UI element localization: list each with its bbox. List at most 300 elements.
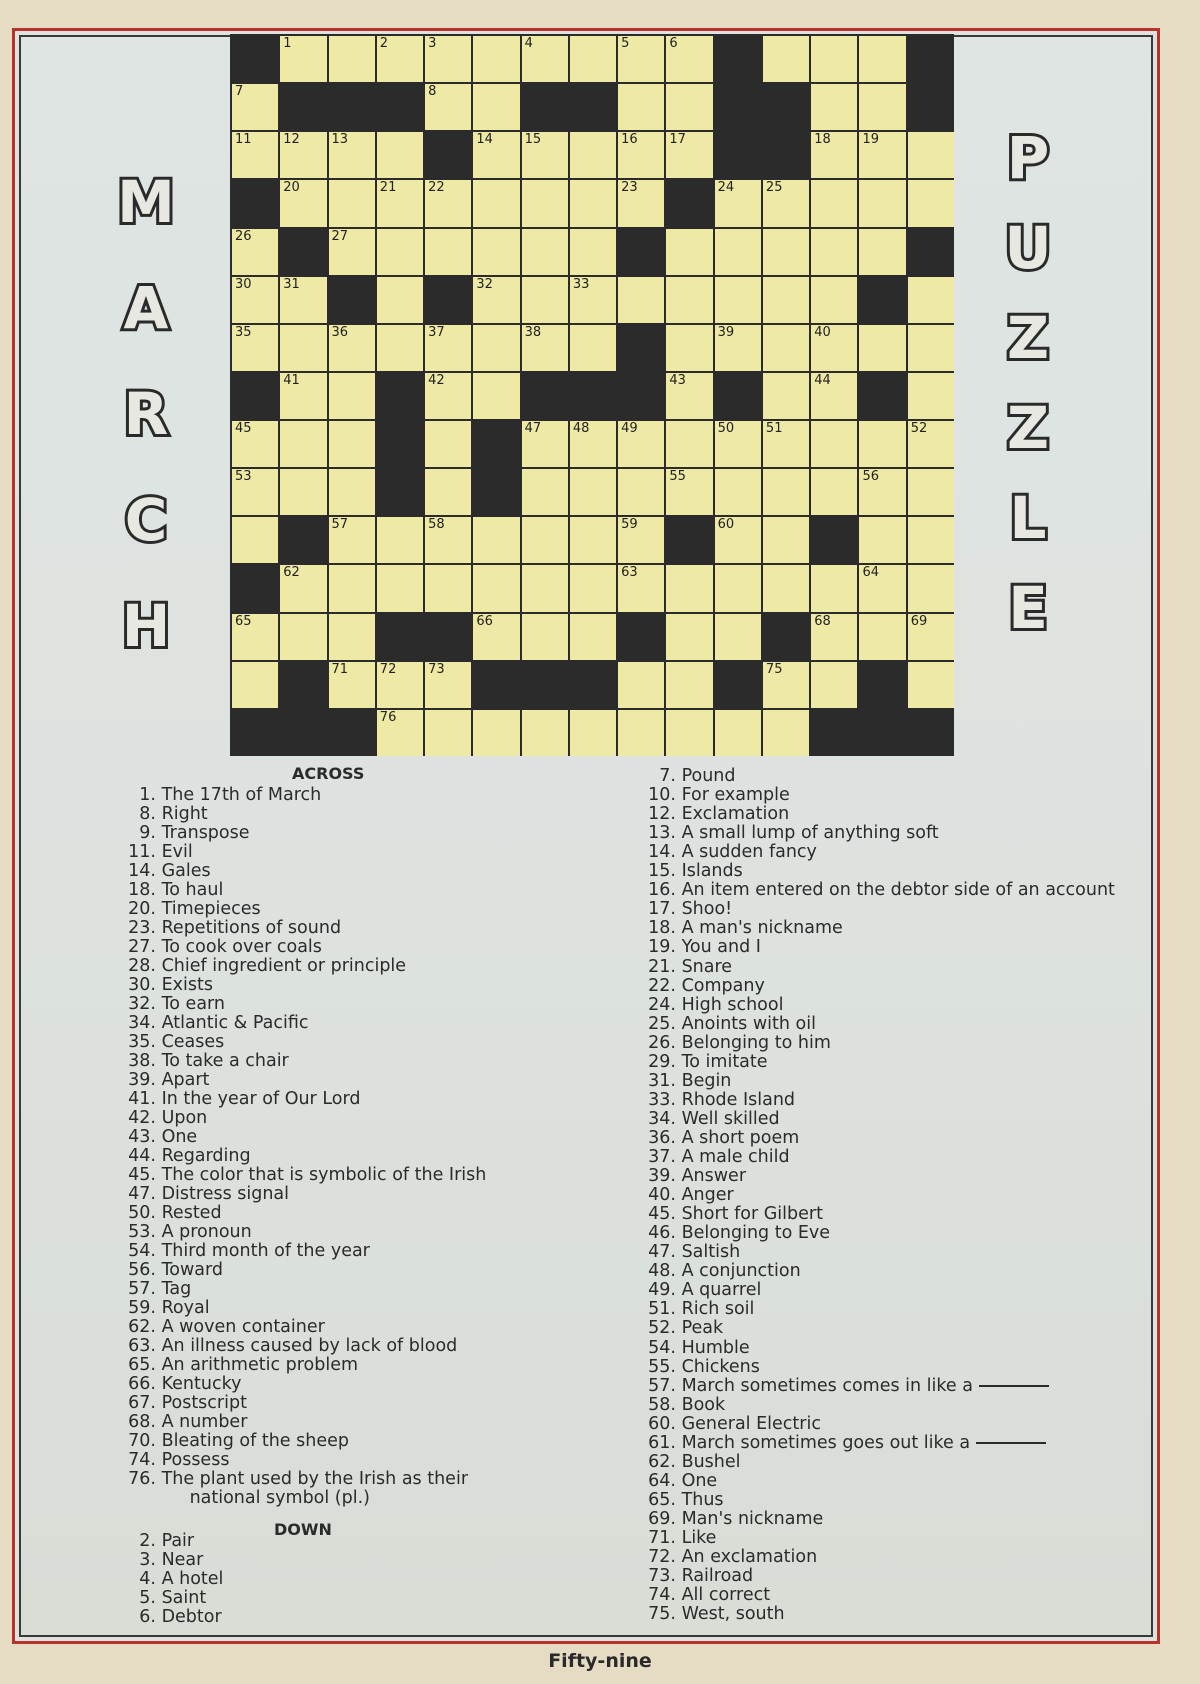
clue-number: 74. bbox=[648, 1585, 676, 1606]
grid-cell[interactable] bbox=[618, 662, 664, 708]
black-square bbox=[618, 229, 664, 275]
grid-cell[interactable] bbox=[618, 277, 664, 323]
grid-cell[interactable] bbox=[811, 662, 857, 708]
grid-cell[interactable] bbox=[811, 84, 857, 130]
grid-cell[interactable] bbox=[377, 517, 423, 563]
grid-cell[interactable] bbox=[425, 662, 471, 708]
grid-cell[interactable] bbox=[763, 662, 809, 708]
grid-cell[interactable] bbox=[473, 229, 519, 275]
grid-cell[interactable] bbox=[232, 662, 278, 708]
clue-number: 45. bbox=[648, 1204, 676, 1225]
grid-cell[interactable] bbox=[618, 565, 664, 611]
grid-cell[interactable] bbox=[811, 36, 857, 82]
grid-cell[interactable] bbox=[859, 614, 905, 660]
grid-cell[interactable] bbox=[618, 180, 664, 226]
grid-cell[interactable] bbox=[473, 277, 519, 323]
clue-number: 24. bbox=[648, 994, 676, 1015]
grid-cell[interactable] bbox=[329, 517, 375, 563]
grid-cell[interactable] bbox=[666, 132, 712, 178]
grid-cell[interactable] bbox=[377, 180, 423, 226]
grid-cell[interactable] bbox=[618, 517, 664, 563]
grid-cell[interactable] bbox=[329, 421, 375, 467]
black-square bbox=[570, 373, 616, 419]
clue-number: 16 bbox=[621, 132, 638, 148]
grid-cell[interactable] bbox=[715, 180, 761, 226]
grid-cell[interactable] bbox=[763, 373, 809, 419]
grid-cell[interactable] bbox=[522, 565, 568, 611]
clue-number: 29. bbox=[648, 1051, 676, 1072]
grid-cell[interactable] bbox=[377, 325, 423, 371]
black-square bbox=[715, 373, 761, 419]
clue-number: 23. bbox=[128, 918, 156, 938]
grid-cell[interactable] bbox=[377, 229, 423, 275]
grid-cell[interactable] bbox=[473, 36, 519, 82]
grid-cell[interactable] bbox=[859, 132, 905, 178]
grid-cell[interactable] bbox=[618, 421, 664, 467]
grid-cell[interactable] bbox=[811, 565, 857, 611]
grid-cell[interactable] bbox=[232, 132, 278, 178]
down-clue bbox=[636, 786, 790, 805]
black-square bbox=[280, 710, 326, 756]
grid-cell[interactable] bbox=[329, 325, 375, 371]
clue-number: 50 bbox=[717, 421, 735, 437]
grid-cell[interactable] bbox=[763, 565, 809, 611]
puzzle-letter: L bbox=[1009, 484, 1047, 552]
across-clue bbox=[116, 1242, 370, 1261]
grid-cell[interactable] bbox=[763, 180, 809, 226]
grid-cell[interactable] bbox=[666, 710, 712, 756]
grid-cell[interactable] bbox=[280, 421, 326, 467]
grid-cell[interactable] bbox=[908, 277, 954, 323]
grid-cell[interactable] bbox=[280, 325, 326, 371]
clue-text: Chief ingredient or principle bbox=[156, 956, 407, 976]
down-clue bbox=[636, 1224, 830, 1243]
grid-cell[interactable] bbox=[666, 36, 712, 82]
clue-number: 22 bbox=[428, 180, 445, 196]
grid-cell[interactable] bbox=[329, 132, 375, 178]
grid-cell[interactable] bbox=[666, 662, 712, 708]
clue-number: 45. bbox=[128, 1165, 156, 1185]
clue-text: Royal bbox=[156, 1298, 210, 1318]
clue-text: A number bbox=[156, 1412, 248, 1432]
grid-cell[interactable] bbox=[570, 180, 616, 226]
down-clue bbox=[636, 1358, 760, 1377]
across-clue bbox=[116, 805, 208, 824]
black-square bbox=[377, 421, 423, 467]
grid-cell[interactable] bbox=[473, 373, 519, 419]
grid-cell[interactable] bbox=[908, 180, 954, 226]
grid-cell[interactable] bbox=[570, 132, 616, 178]
grid-cell[interactable] bbox=[280, 614, 326, 660]
grid-cell[interactable] bbox=[618, 36, 664, 82]
grid-cell[interactable] bbox=[763, 36, 809, 82]
clue-number: 57 bbox=[331, 517, 349, 533]
grid-cell[interactable] bbox=[473, 565, 519, 611]
clue-number: 75. bbox=[648, 1604, 676, 1625]
grid-cell[interactable] bbox=[666, 614, 712, 660]
grid-cell[interactable] bbox=[522, 710, 568, 756]
clue-text: Rhode Island bbox=[676, 1089, 796, 1110]
grid-cell[interactable] bbox=[859, 325, 905, 371]
grid-cell[interactable] bbox=[522, 421, 568, 467]
grid-cell[interactable] bbox=[377, 36, 423, 82]
down-clue bbox=[636, 1148, 790, 1167]
down-clue bbox=[116, 1608, 222, 1627]
across-clue bbox=[116, 1432, 349, 1451]
clue-number: 72. bbox=[648, 1547, 676, 1568]
clue-number: 40. bbox=[648, 1185, 676, 1206]
grid-cell[interactable] bbox=[570, 277, 616, 323]
clue-text: You and I bbox=[676, 937, 761, 958]
grid-cell[interactable] bbox=[232, 469, 278, 515]
puzzle-letter: U bbox=[1004, 214, 1052, 282]
grid-cell[interactable] bbox=[280, 277, 326, 323]
clue-number: 7 bbox=[235, 84, 244, 100]
clue-number: 19. bbox=[648, 937, 676, 958]
grid-cell[interactable] bbox=[329, 614, 375, 660]
grid-cell[interactable] bbox=[666, 325, 712, 371]
down-clue bbox=[636, 1129, 799, 1148]
grid-cell[interactable] bbox=[232, 84, 278, 130]
grid-cell[interactable] bbox=[715, 517, 761, 563]
grid-cell[interactable] bbox=[377, 132, 423, 178]
black-square bbox=[280, 229, 326, 275]
clue-text: A hotel bbox=[156, 1569, 224, 1589]
grid-cell[interactable] bbox=[473, 710, 519, 756]
grid-cell[interactable] bbox=[570, 710, 616, 756]
clue-number: 74. bbox=[128, 1450, 156, 1470]
grid-cell[interactable] bbox=[522, 229, 568, 275]
grid-cell[interactable] bbox=[715, 614, 761, 660]
grid-cell[interactable] bbox=[666, 229, 712, 275]
grid-cell[interactable] bbox=[763, 421, 809, 467]
clue-number: 56 bbox=[862, 469, 879, 485]
down-clue bbox=[636, 1605, 785, 1624]
grid-cell[interactable] bbox=[811, 469, 857, 515]
grid-cell[interactable] bbox=[280, 373, 326, 419]
grid-cell[interactable] bbox=[859, 84, 905, 130]
clue-number: 3. bbox=[139, 1550, 156, 1570]
grid-cell[interactable] bbox=[329, 36, 375, 82]
clue-text: Timepieces bbox=[156, 899, 261, 919]
grid-cell[interactable] bbox=[715, 565, 761, 611]
grid-cell[interactable] bbox=[425, 421, 471, 467]
clue-number: 5 bbox=[621, 36, 630, 51]
clue-number: 32. bbox=[128, 994, 156, 1014]
grid-cell[interactable] bbox=[473, 614, 519, 660]
grid-cell[interactable] bbox=[618, 469, 664, 515]
clue-number: 36. bbox=[648, 1127, 676, 1148]
grid-cell[interactable] bbox=[232, 614, 278, 660]
grid-cell[interactable] bbox=[763, 229, 809, 275]
grid-cell[interactable] bbox=[232, 277, 278, 323]
clue-number: 7. bbox=[659, 766, 676, 786]
grid-cell[interactable] bbox=[908, 662, 954, 708]
clue-number: 11 bbox=[235, 132, 252, 148]
across-clue bbox=[116, 1375, 241, 1394]
grid-cell[interactable] bbox=[811, 421, 857, 467]
clue-text: Begin bbox=[676, 1070, 732, 1091]
clue-number: 35. bbox=[128, 1032, 156, 1052]
grid-cell[interactable] bbox=[908, 565, 954, 611]
grid-cell[interactable] bbox=[522, 36, 568, 82]
grid-cell[interactable] bbox=[570, 325, 616, 371]
clue-number: 8 bbox=[428, 84, 437, 100]
clue-number: 59 bbox=[621, 517, 638, 533]
grid-cell[interactable] bbox=[908, 132, 954, 178]
black-square bbox=[763, 132, 809, 178]
clue-text: Saltish bbox=[676, 1242, 741, 1263]
grid-cell[interactable] bbox=[763, 325, 809, 371]
black-square bbox=[908, 84, 954, 130]
black-square bbox=[811, 517, 857, 563]
clue-text: The color that is symbolic of the Irish bbox=[156, 1165, 487, 1185]
down-clue bbox=[636, 1377, 1049, 1396]
grid-cell[interactable] bbox=[232, 517, 278, 563]
grid-cell[interactable] bbox=[666, 84, 712, 130]
clue-number: 35 bbox=[235, 324, 252, 340]
black-square bbox=[666, 180, 712, 226]
grid-cell[interactable] bbox=[570, 36, 616, 82]
down-clue bbox=[636, 1510, 823, 1529]
clue-text: Belonging to him bbox=[676, 1032, 831, 1053]
down-clue bbox=[636, 1015, 816, 1034]
grid-cell[interactable] bbox=[377, 710, 423, 756]
clue-number: 46. bbox=[648, 1223, 676, 1244]
clue-text: Distress signal bbox=[156, 1184, 290, 1204]
grid-cell[interactable] bbox=[425, 469, 471, 515]
grid-cell[interactable] bbox=[666, 277, 712, 323]
grid-cell[interactable] bbox=[570, 229, 616, 275]
grid-cell[interactable] bbox=[859, 517, 905, 563]
grid-cell[interactable] bbox=[522, 277, 568, 323]
clue-number: 76. bbox=[128, 1469, 156, 1489]
grid-cell[interactable] bbox=[811, 277, 857, 323]
grid-cell[interactable] bbox=[666, 565, 712, 611]
grid-cell[interactable] bbox=[859, 565, 905, 611]
grid-cell[interactable] bbox=[280, 180, 326, 226]
down-clue bbox=[636, 767, 736, 786]
grid-cell[interactable] bbox=[666, 469, 712, 515]
black-square bbox=[908, 229, 954, 275]
down-clue bbox=[636, 1396, 725, 1415]
across-clue bbox=[116, 1280, 191, 1299]
grid-cell[interactable] bbox=[618, 132, 664, 178]
grid-cell[interactable] bbox=[522, 614, 568, 660]
black-square bbox=[377, 614, 423, 660]
black-square bbox=[473, 662, 519, 708]
grid-cell[interactable] bbox=[859, 229, 905, 275]
grid-cell[interactable] bbox=[715, 710, 761, 756]
across-clue bbox=[116, 1166, 486, 1185]
grid-cell[interactable] bbox=[811, 373, 857, 419]
grid-cell[interactable] bbox=[908, 421, 954, 467]
grid-cell[interactable] bbox=[859, 180, 905, 226]
clue-number: 34. bbox=[648, 1108, 676, 1129]
grid-cell[interactable] bbox=[908, 517, 954, 563]
grid-cell[interactable] bbox=[618, 84, 664, 130]
grid-cell[interactable] bbox=[425, 36, 471, 82]
clue-number: 41 bbox=[283, 372, 300, 388]
grid-cell[interactable] bbox=[859, 421, 905, 467]
black-square bbox=[232, 373, 278, 419]
across-clue bbox=[116, 919, 341, 938]
grid-cell[interactable] bbox=[329, 662, 375, 708]
grid-cell[interactable] bbox=[811, 229, 857, 275]
grid-cell[interactable] bbox=[908, 325, 954, 371]
grid-cell[interactable] bbox=[763, 469, 809, 515]
down-clue bbox=[636, 1453, 741, 1472]
clue-number: 65. bbox=[128, 1355, 156, 1375]
clue-number: 60. bbox=[648, 1413, 676, 1434]
black-square bbox=[570, 84, 616, 130]
grid-cell[interactable] bbox=[377, 662, 423, 708]
grid-cell[interactable] bbox=[425, 710, 471, 756]
clue-number: 39. bbox=[128, 1070, 156, 1090]
grid-cell[interactable] bbox=[280, 132, 326, 178]
grid-cell[interactable] bbox=[425, 373, 471, 419]
clue-number: 18. bbox=[648, 918, 676, 939]
across-clue bbox=[116, 1470, 468, 1489]
grid-cell[interactable] bbox=[715, 469, 761, 515]
clue-text: High school bbox=[676, 994, 784, 1015]
grid-cell[interactable] bbox=[522, 517, 568, 563]
grid-cell[interactable] bbox=[522, 469, 568, 515]
clue-text: Third month of the year bbox=[156, 1241, 370, 1261]
grid-cell[interactable] bbox=[570, 565, 616, 611]
grid-cell[interactable] bbox=[859, 469, 905, 515]
clue-text: March sometimes comes in like a bbox=[676, 1375, 973, 1396]
clue-number: 65. bbox=[648, 1489, 676, 1510]
grid-cell[interactable] bbox=[280, 565, 326, 611]
across-clue bbox=[116, 1394, 247, 1413]
clue-text: Shoo! bbox=[676, 899, 733, 920]
grid-cell[interactable] bbox=[425, 84, 471, 130]
grid-cell[interactable] bbox=[715, 325, 761, 371]
grid-cell[interactable] bbox=[280, 469, 326, 515]
across-clue bbox=[116, 786, 321, 805]
clue-number: 45 bbox=[235, 421, 252, 437]
grid-cell[interactable] bbox=[570, 614, 616, 660]
clue-text: A man's nickname bbox=[676, 918, 843, 939]
grid-cell[interactable] bbox=[666, 373, 712, 419]
clue-number: 55. bbox=[648, 1356, 676, 1377]
grid-cell[interactable] bbox=[522, 325, 568, 371]
grid-cell[interactable] bbox=[473, 325, 519, 371]
grid-cell[interactable] bbox=[666, 421, 712, 467]
clue-text: Apart bbox=[156, 1070, 210, 1090]
down-clue bbox=[116, 1589, 206, 1608]
grid-cell[interactable] bbox=[473, 180, 519, 226]
grid-cell[interactable] bbox=[280, 36, 326, 82]
clue-text: To haul bbox=[156, 880, 224, 900]
grid-cell[interactable] bbox=[329, 180, 375, 226]
clue-text: A short poem bbox=[676, 1127, 800, 1148]
grid-cell[interactable] bbox=[473, 84, 519, 130]
grid-cell[interactable] bbox=[715, 229, 761, 275]
clue-number: 65 bbox=[235, 613, 252, 629]
clue-number: 68. bbox=[128, 1412, 156, 1432]
grid-cell[interactable] bbox=[715, 421, 761, 467]
clue-number: 48 bbox=[572, 421, 590, 437]
grid-cell[interactable] bbox=[329, 229, 375, 275]
grid-cell[interactable] bbox=[425, 325, 471, 371]
down-clue bbox=[636, 1434, 1046, 1453]
grid-cell[interactable] bbox=[811, 614, 857, 660]
clue-text: Evil bbox=[156, 842, 193, 862]
march-letter: R bbox=[123, 380, 169, 448]
grid-cell[interactable] bbox=[618, 710, 664, 756]
grid-cell[interactable] bbox=[715, 277, 761, 323]
clue-number: 38 bbox=[524, 324, 542, 340]
grid-cell[interactable] bbox=[570, 421, 616, 467]
page-number: Fifty-nine bbox=[548, 1650, 652, 1672]
grid-cell[interactable] bbox=[859, 36, 905, 82]
down-clue bbox=[636, 881, 1115, 900]
grid-cell[interactable] bbox=[232, 229, 278, 275]
grid-cell[interactable] bbox=[522, 180, 568, 226]
grid-cell[interactable] bbox=[329, 469, 375, 515]
grid-cell[interactable] bbox=[763, 277, 809, 323]
grid-cell[interactable] bbox=[377, 277, 423, 323]
across-clue bbox=[116, 1223, 252, 1242]
clue-number: 3 bbox=[428, 36, 437, 51]
black-square bbox=[425, 277, 471, 323]
grid-cell[interactable] bbox=[473, 517, 519, 563]
grid-cell[interactable] bbox=[763, 710, 809, 756]
grid-cell[interactable] bbox=[763, 517, 809, 563]
down-clue bbox=[636, 1300, 754, 1319]
grid-cell[interactable] bbox=[377, 565, 423, 611]
grid-cell[interactable] bbox=[425, 229, 471, 275]
grid-cell[interactable] bbox=[425, 517, 471, 563]
clue-number: 32 bbox=[476, 276, 493, 292]
grid-cell[interactable] bbox=[908, 373, 954, 419]
down-clue bbox=[636, 900, 732, 919]
clue-number: 73 bbox=[428, 661, 445, 677]
clue-text: Rich soil bbox=[676, 1299, 755, 1320]
clue-number: 14. bbox=[128, 861, 156, 881]
clue-number: 40 bbox=[814, 324, 831, 340]
down-clue bbox=[636, 1072, 731, 1091]
clue-number: 31. bbox=[648, 1070, 676, 1091]
black-square bbox=[908, 36, 954, 82]
grid-cell[interactable] bbox=[811, 132, 857, 178]
clue-number: 38. bbox=[128, 1051, 156, 1071]
across-clue bbox=[116, 1052, 289, 1071]
grid-cell[interactable] bbox=[908, 614, 954, 660]
grid-cell[interactable] bbox=[570, 469, 616, 515]
grid-cell[interactable] bbox=[908, 469, 954, 515]
grid-cell[interactable] bbox=[329, 373, 375, 419]
grid-cell[interactable] bbox=[425, 180, 471, 226]
grid-cell[interactable] bbox=[811, 180, 857, 226]
clue-text: An exclamation bbox=[676, 1547, 818, 1568]
black-square bbox=[618, 325, 664, 371]
grid-cell[interactable] bbox=[522, 132, 568, 178]
grid-cell[interactable] bbox=[473, 132, 519, 178]
grid-cell[interactable] bbox=[570, 517, 616, 563]
clue-text: March sometimes goes out like a bbox=[676, 1432, 971, 1453]
grid-cell[interactable] bbox=[232, 325, 278, 371]
black-square bbox=[715, 84, 761, 130]
grid-cell[interactable] bbox=[232, 421, 278, 467]
clue-number: 67. bbox=[128, 1393, 156, 1413]
grid-cell[interactable] bbox=[811, 325, 857, 371]
clue-number: 33. bbox=[648, 1089, 676, 1110]
grid-cell[interactable] bbox=[329, 565, 375, 611]
grid-cell[interactable] bbox=[425, 565, 471, 611]
